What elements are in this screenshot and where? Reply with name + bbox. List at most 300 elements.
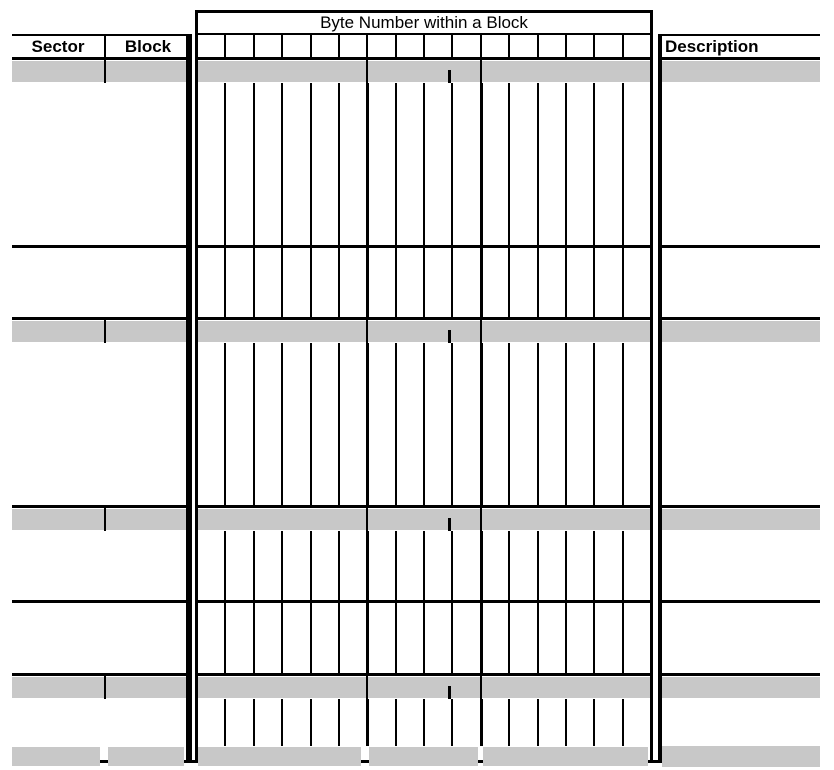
byte-cell-sep <box>423 722 425 746</box>
byte-number-10 <box>481 37 509 57</box>
byte-cell-sep <box>338 626 340 650</box>
byte-cell-sep <box>310 482 312 506</box>
byte-cell-sep <box>565 222 567 246</box>
byte-cell-sep <box>565 603 567 627</box>
byte-cell-sep <box>537 577 539 601</box>
byte-cell-sep <box>593 482 595 506</box>
byte-cell-sep <box>224 436 226 460</box>
byte-cell-sep <box>310 699 312 723</box>
header-top-line <box>12 34 190 36</box>
byte-cell-sep <box>338 482 340 506</box>
byte-cell-sep <box>253 222 255 246</box>
byte-cell-sep <box>480 83 483 107</box>
description-header: Description <box>665 37 759 56</box>
byte-cell-sep <box>253 436 255 460</box>
byte-cell-sep <box>395 554 397 578</box>
byte-cell-sep <box>338 603 340 627</box>
block-ellipsis <box>106 393 186 416</box>
byte-cell-sep <box>537 722 539 746</box>
byte-number-13 <box>566 37 594 57</box>
byte-number-14 <box>594 37 622 57</box>
byte-cell-sep <box>423 199 425 223</box>
byte-cell-sep <box>480 603 483 627</box>
byte-cell-sep <box>281 271 283 295</box>
byte-cell-sep <box>281 343 283 367</box>
byte-cell-sep <box>395 699 397 723</box>
byte-cell-sep <box>537 106 539 130</box>
byte-cell-sep <box>451 222 453 246</box>
key-b-field <box>481 62 651 81</box>
byte-cell-sep <box>622 626 624 650</box>
byte-cell-sep <box>423 271 425 295</box>
gpb-field <box>450 326 479 341</box>
byte-cell-sep <box>366 152 369 176</box>
byte-cell-sep <box>281 83 283 107</box>
byte-cell-sep <box>253 413 255 437</box>
byte-cell-sep <box>508 459 510 483</box>
byte-cell-sep <box>366 650 369 674</box>
byte-cell-sep <box>622 366 624 390</box>
byte-cell-sep <box>451 129 453 153</box>
byte-cell-sep <box>224 626 226 650</box>
byte-cell-sep <box>395 83 397 107</box>
byte-cell-sep <box>310 650 312 674</box>
byte-cell-sep <box>480 271 483 295</box>
byte-cell-sep <box>310 722 312 746</box>
byte-cell-sep <box>224 699 226 723</box>
byte-cell-sep <box>224 531 226 555</box>
byte-cell-sep <box>281 722 283 746</box>
byte-cell-sep <box>593 294 595 318</box>
byte-cell-sep <box>366 222 369 246</box>
byte-cell-sep <box>253 152 255 176</box>
byte-cell-sep <box>508 294 510 318</box>
byte-cell-sep <box>253 271 255 295</box>
section-sep-desc-11 <box>658 317 820 320</box>
byte-cell-sep <box>622 554 624 578</box>
byte-cell-sep <box>338 722 340 746</box>
byte-cell-sep <box>622 722 624 746</box>
byte-cell-sep <box>622 650 624 674</box>
byte-cell-sep <box>366 459 369 483</box>
byte-cell-sep <box>508 603 510 627</box>
byte-cell-sep <box>281 152 283 176</box>
byte-cell-sep <box>423 389 425 413</box>
byte-cell-sep <box>622 248 624 272</box>
byte-cell-sep <box>310 626 312 650</box>
byte-cell-sep <box>253 366 255 390</box>
byte-cell-sep <box>338 577 340 601</box>
byte-cell-sep <box>565 176 567 200</box>
byte-cell-sep <box>366 176 369 200</box>
byte-cell-sep <box>622 459 624 483</box>
byte-cell-sep <box>395 459 397 483</box>
byte-cell-sep <box>537 554 539 578</box>
byte-cell-sep <box>423 248 425 272</box>
byte-header-sep-14 <box>593 35 595 58</box>
byte-cell-sep <box>593 699 595 723</box>
byte-cell-sep <box>310 199 312 223</box>
byte-cell-sep <box>508 482 510 506</box>
gpb-field <box>450 66 479 81</box>
byte-cell-sep <box>565 294 567 318</box>
block-value <box>106 701 186 724</box>
byte-cell-sep <box>366 531 369 555</box>
byte-cell-sep <box>253 626 255 650</box>
byte-cell-sep <box>338 294 340 318</box>
byte-cell-sep <box>622 482 624 506</box>
byte-cell-sep <box>423 650 425 674</box>
byte-cell-sep <box>565 199 567 223</box>
byte-cell-sep <box>338 129 340 153</box>
byte-cell-sep <box>451 626 453 650</box>
byte-cell-sep <box>310 83 312 107</box>
byte-cell-sep <box>281 176 283 200</box>
byte-cell-sep <box>395 152 397 176</box>
byte-cell-sep <box>451 436 453 460</box>
byte-cell-sep <box>593 554 595 578</box>
byte-cell-sep <box>224 343 226 367</box>
byte-cell-sep <box>224 603 226 627</box>
byte-cell-sep <box>395 343 397 367</box>
byte-cell-sep <box>395 366 397 390</box>
block-ellipsis <box>106 607 186 630</box>
byte-cell-sep <box>508 650 510 674</box>
byte-header-sep-6 <box>366 35 368 58</box>
byte-cell-sep <box>395 176 397 200</box>
byte-cell-sep <box>451 603 453 627</box>
byte-cell-sep <box>480 413 483 437</box>
byte-cell-sep <box>480 222 483 246</box>
byte-cell-sep <box>281 459 283 483</box>
byte-cell-sep <box>338 413 340 437</box>
byte-cell-sep <box>451 152 453 176</box>
byte-cell-sep <box>451 343 453 367</box>
byte-cell-sep <box>480 650 483 674</box>
byte-cell-sep <box>508 531 510 555</box>
byte-cell-sep <box>366 413 369 437</box>
byte-cell-sep <box>537 152 539 176</box>
byte-cell-sep <box>310 129 312 153</box>
byte-cell-sep <box>310 366 312 390</box>
byte-cell-sep <box>451 176 453 200</box>
byte-cell-sep <box>593 722 595 746</box>
byte-cell-sep <box>366 343 369 367</box>
byte-cell-sep <box>281 482 283 506</box>
grid-right-border <box>650 60 653 761</box>
byte-cell-sep <box>451 294 453 318</box>
byte-cell-sep <box>622 436 624 460</box>
byte-cell-sep <box>565 271 567 295</box>
block-value <box>106 368 186 391</box>
byte-cell-sep <box>451 413 453 437</box>
byte-cell-sep <box>565 554 567 578</box>
byte-header-sep-9 <box>451 35 453 58</box>
byte-cell-sep <box>366 626 369 650</box>
block-value <box>106 533 186 556</box>
byte-cell-sep <box>480 436 483 460</box>
byte-cell-sep <box>338 343 340 367</box>
byte-cell-sep <box>451 554 453 578</box>
byte-cell-sep <box>565 129 567 153</box>
section-sep-desc-23 <box>658 600 820 603</box>
byte-cell-sep <box>537 482 539 506</box>
byte-cell-sep <box>310 577 312 601</box>
byte-cell-sep <box>366 271 369 295</box>
byte-cell-sep <box>338 436 340 460</box>
byte-cell-sep <box>423 129 425 153</box>
header-top-line-desc <box>658 34 820 36</box>
byte-cell-sep <box>253 554 255 578</box>
byte-cell-sep <box>224 106 226 130</box>
key-a-field <box>197 322 367 341</box>
byte-cell-sep <box>224 577 226 601</box>
byte-cell-sep <box>281 389 283 413</box>
byte-cell-sep <box>253 389 255 413</box>
byte-cell-sep <box>537 343 539 367</box>
byte-cell-sep <box>622 152 624 176</box>
byte-cell-sep <box>253 603 255 627</box>
byte-cell-sep <box>338 389 340 413</box>
byte-cell-sep <box>338 199 340 223</box>
byte-cell-sep <box>281 436 283 460</box>
byte-cell-sep <box>423 482 425 506</box>
byte-cell-sep <box>224 271 226 295</box>
block-value <box>106 510 186 533</box>
byte-cell-sep <box>451 389 453 413</box>
byte-cell-sep <box>480 294 483 318</box>
byte-number-1 <box>225 37 253 57</box>
byte-cell-sep <box>423 366 425 390</box>
block-value <box>106 579 186 602</box>
byte-header-sep-8 <box>423 35 425 58</box>
byte-cell-sep <box>537 199 539 223</box>
byte-cell-sep <box>508 271 510 295</box>
byte-cell-sep <box>253 83 255 107</box>
byte-cell-sep <box>366 554 369 578</box>
byte-cell-sep <box>395 199 397 223</box>
block-ellipsis <box>106 630 186 653</box>
byte-cell-sep <box>395 248 397 272</box>
byte-cell-sep <box>480 343 483 367</box>
byte-cell-sep <box>593 531 595 555</box>
byte-cell-sep <box>508 554 510 578</box>
byte-cell-sep <box>537 603 539 627</box>
byte-cell-sep <box>281 222 283 246</box>
byte-cell-sep <box>451 106 453 130</box>
byte-cell-sep <box>310 436 312 460</box>
byte-cell-sep <box>622 531 624 555</box>
byte-cell-sep <box>338 699 340 723</box>
sector-value <box>12 510 102 533</box>
byte-cell-sep <box>622 413 624 437</box>
byte-cell-sep <box>565 248 567 272</box>
trailer-row-desc-bg <box>662 61 820 82</box>
section-sep-desc-26 <box>658 673 820 676</box>
byte-cell-sep <box>508 83 510 107</box>
byte-cell-sep <box>593 222 595 246</box>
byte-cell-sep <box>451 531 453 555</box>
byte-cell-sep <box>508 176 510 200</box>
byte-cell-sep <box>423 436 425 460</box>
byte-cell-sep <box>310 554 312 578</box>
byte-cell-sep <box>310 459 312 483</box>
grid-left-border <box>195 60 198 761</box>
byte-cell-sep <box>593 459 595 483</box>
byte-cell-sep <box>366 366 369 390</box>
byte-cell-sep <box>537 294 539 318</box>
byte-cell-sep <box>480 129 483 153</box>
trailer-row-desc-bg <box>662 509 820 530</box>
byte-cell-sep <box>537 413 539 437</box>
byte-cell-sep <box>423 626 425 650</box>
byte-cell-sep <box>537 176 539 200</box>
byte-cell-sep <box>366 577 369 601</box>
byte-cell-sep <box>508 436 510 460</box>
byte-cell-sep <box>253 248 255 272</box>
byte-header-sep-15 <box>622 35 624 58</box>
byte-cell-sep <box>395 413 397 437</box>
byte-cell-sep <box>224 413 226 437</box>
byte-cell-sep <box>537 83 539 107</box>
byte-cell-sep <box>508 343 510 367</box>
byte-cell-sep <box>537 389 539 413</box>
byte-cell-sep <box>310 271 312 295</box>
byte-cell-sep <box>224 650 226 674</box>
byte-cell-sep <box>310 389 312 413</box>
byte-cell-sep <box>338 176 340 200</box>
byte-header-sep-2 <box>253 35 255 58</box>
byte-cell-sep <box>565 106 567 130</box>
block-value <box>106 484 186 507</box>
byte-cell-sep <box>310 294 312 318</box>
trailer-row-desc-bg <box>662 677 820 698</box>
byte-cell-sep <box>224 199 226 223</box>
byte-cell-sep <box>451 577 453 601</box>
byte-cell-sep <box>224 459 226 483</box>
byte-cell-sep <box>224 366 226 390</box>
byte-cell-sep <box>423 413 425 437</box>
byte-cell-sep <box>281 554 283 578</box>
byte-cell-sep <box>366 722 369 746</box>
byte-header-sep-1 <box>224 35 226 58</box>
byte-cell-sep <box>366 603 369 627</box>
manufacturer-grid-bg-3 <box>483 747 648 766</box>
manufacturer-grid-bg-1 <box>198 747 361 766</box>
byte-cell-sep <box>622 129 624 153</box>
byte-cell-sep <box>395 436 397 460</box>
byte-cell-sep <box>593 83 595 107</box>
byte-number-11 <box>509 37 537 57</box>
byte-header-sep-4 <box>310 35 312 58</box>
gpb-field <box>450 514 479 529</box>
byte-number-4 <box>311 37 339 57</box>
byte-cell-sep <box>281 199 283 223</box>
byte-cell-sep <box>395 294 397 318</box>
sector-value <box>12 62 102 85</box>
byte-cell-sep <box>395 222 397 246</box>
key-a-field <box>197 62 367 81</box>
byte-cell-sep <box>281 577 283 601</box>
byte-header-sep-13 <box>565 35 567 58</box>
block-value <box>106 224 186 247</box>
byte-cell-sep <box>281 106 283 130</box>
byte-cell-sep <box>537 129 539 153</box>
byte-cell-sep <box>310 176 312 200</box>
byte-header-sep-12 <box>537 35 539 58</box>
byte-cell-sep <box>508 389 510 413</box>
byte-cell-sep <box>310 531 312 555</box>
byte-cell-sep <box>565 436 567 460</box>
section-sep-desc-8 <box>658 245 820 248</box>
byte-cell-sep <box>508 413 510 437</box>
block-value <box>106 678 186 701</box>
block-ellipsis <box>106 654 186 677</box>
block-value <box>106 438 186 461</box>
byte-cell-sep <box>480 199 483 223</box>
byte-cell-sep <box>622 176 624 200</box>
byte-cell-sep <box>480 248 483 272</box>
block-ellipsis <box>106 417 186 440</box>
byte-cell-sep <box>310 106 312 130</box>
byte-cell-sep <box>593 366 595 390</box>
byte-cell-sep <box>508 222 510 246</box>
byte-cell-sep <box>338 83 340 107</box>
byte-cell-sep <box>423 222 425 246</box>
byte-cell-sep <box>593 343 595 367</box>
byte-cell-sep <box>423 106 425 130</box>
byte-cell-sep <box>281 413 283 437</box>
byte-cell-sep <box>310 413 312 437</box>
byte-cell-sep <box>480 106 483 130</box>
block-value <box>106 747 186 770</box>
byte-cell-sep <box>593 413 595 437</box>
byte-cell-sep <box>480 699 483 723</box>
byte-cell-sep <box>253 176 255 200</box>
access-bits-field <box>368 62 449 79</box>
byte-cell-sep <box>395 531 397 555</box>
byte-cell-sep <box>593 176 595 200</box>
byte-cell-sep <box>281 626 283 650</box>
byte-cell-sep <box>565 459 567 483</box>
byte-cell-sep <box>451 199 453 223</box>
byte-cell-sep <box>338 106 340 130</box>
key-b-field <box>481 678 651 697</box>
byte-number-6 <box>367 37 395 57</box>
byte-cell-sep <box>565 650 567 674</box>
byte-cell-sep <box>480 554 483 578</box>
byte-cell-sep <box>395 389 397 413</box>
byte-cell-sep <box>593 271 595 295</box>
byte-cell-sep <box>508 129 510 153</box>
byte-cell-sep <box>395 577 397 601</box>
block-ellipsis <box>106 252 186 275</box>
key-b-field <box>481 510 651 529</box>
manufacturer-grid-bg-2 <box>369 747 478 766</box>
byte-cell-sep <box>508 366 510 390</box>
byte-number-15 <box>623 37 651 57</box>
byte-cell-sep <box>281 366 283 390</box>
byte-cell-sep <box>338 222 340 246</box>
byte-cell-sep <box>480 482 483 506</box>
byte-cell-sep <box>253 722 255 746</box>
byte-cell-sep <box>224 248 226 272</box>
byte-cell-sep <box>508 626 510 650</box>
byte-cell-sep <box>395 271 397 295</box>
byte-cell-sep <box>395 722 397 746</box>
byte-cell-sep <box>366 248 369 272</box>
byte-cell-sep <box>593 626 595 650</box>
